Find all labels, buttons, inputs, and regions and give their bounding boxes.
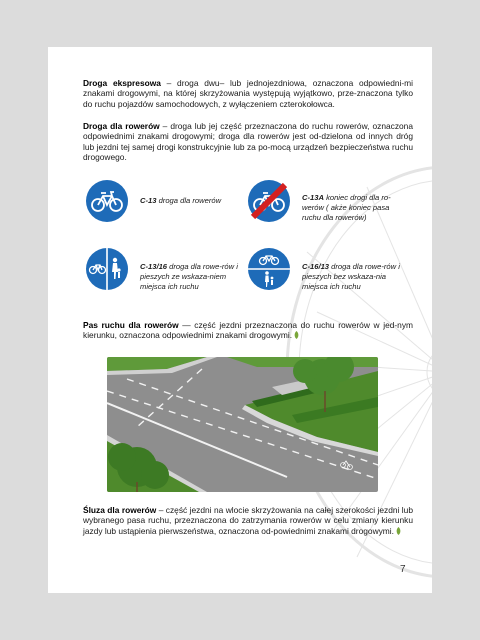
term-bike-road: Droga dla rowerów xyxy=(83,121,160,131)
term-bike-box: Śluza dla rowerów xyxy=(83,505,157,515)
caption-c13a-text: koniec drogi dla ro-werów ( akże koniec pasa ruchu dla rowerów) xyxy=(302,193,391,223)
definition-bike-box-text: – część jezdni na wlocie skrzyżowania na całej szerokości jezdni lub wybranego pasa ruchu, przeznaczona do zatrzymania rowerów w celu zmiany kierunku jazdy lub ustąpienia pierwszeństwa, oznaczona od-powiednimi znakami drogowymi. xyxy=(83,505,413,536)
caption-c13a xyxy=(302,193,402,224)
caption-c16-13-code: C-16/13 xyxy=(302,262,330,271)
caption-c16-13 xyxy=(302,262,402,293)
term-bike-lane: Pas ruchu dla rowerów xyxy=(83,320,179,330)
caption-c16-13-text: droga dla rowe-rów i pieszych bez wskaza-nia miejsca ich ruchu xyxy=(302,262,400,292)
sign-c16-13 xyxy=(246,246,292,292)
page-number: 7 xyxy=(400,564,406,575)
sign-c13 xyxy=(84,178,130,224)
term-expressway: Droga ekspresowa xyxy=(83,78,161,88)
leaf-icon xyxy=(294,331,299,339)
document-page xyxy=(48,47,432,593)
sign-c13-16 xyxy=(84,246,130,292)
definition-bike-road-text: – droga lub jej część przeznaczona do ruchu rowerów, oznaczona odpowiednimi znakami drogowymi; droga dla rowerów jest od-dzielona od innych dróg lub jezdni tej samej drogi konstrukcyjnie lub za po-mocą urządzeń bezpieczeństwa ruchu drogowego. xyxy=(83,121,413,163)
caption-c13-16-code: C-13/16 xyxy=(140,262,168,271)
definition-expressway xyxy=(83,78,413,109)
caption-c13-16-text: droga dla rowe-rów i pieszych ze wskaza-niem miejsca ich ruchu xyxy=(140,262,238,292)
sign-c13a xyxy=(246,178,292,224)
caption-c13-16 xyxy=(140,262,240,293)
definition-bike-road xyxy=(83,121,413,163)
definition-expressway-text: – droga dwu– lub jednojezdniowa, oznaczona odpowiedni-mi znakami drogowymi, na której skrzyżowania występują wyjątkowo, prze-znaczona tylko do ruchu pojazdów samochodowych, z wyłączeniem czterokołowca. xyxy=(83,78,413,109)
leaf-icon xyxy=(396,527,401,535)
caption-c13a-code: C-13A xyxy=(302,193,324,202)
definition-bike-lane xyxy=(83,320,413,341)
definition-bike-box xyxy=(83,505,413,536)
caption-c13-code: C-13 xyxy=(140,196,157,205)
definition-bike-lane-text: — część jezdni przeznaczona do ruchu rowerów w jed-nym kierunku, oznaczona odpowiednimi znakami drogowymi. xyxy=(83,320,413,341)
bike-lane-illustration xyxy=(107,357,378,492)
caption-c13 xyxy=(140,196,260,206)
caption-c13-text: droga dla rowerów xyxy=(156,196,222,205)
